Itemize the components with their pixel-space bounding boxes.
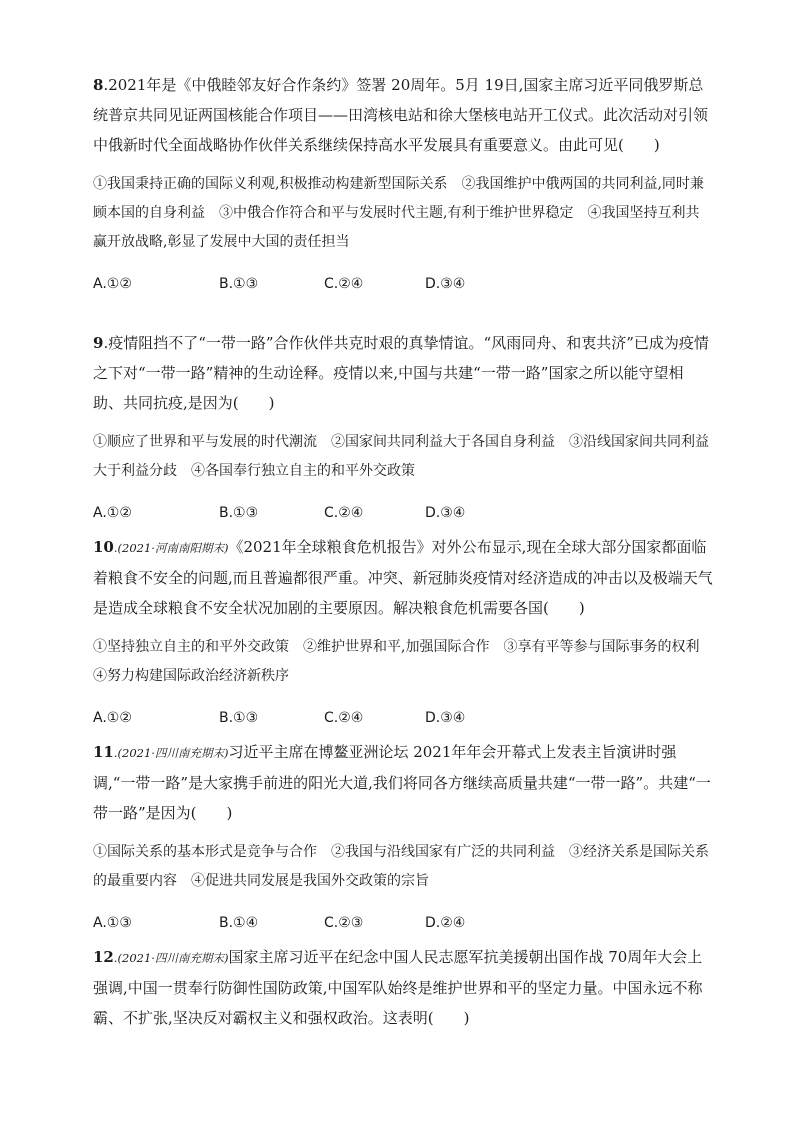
choice-a[interactable]: A.①③ [93,915,132,931]
question-10 [93,532,713,727]
question-9 [93,328,713,522]
choice-d[interactable]: D.③④ [425,276,466,292]
question-text: 国家主席习近平在纪念中国人民志愿军抗美援朝出国作战 70周年大会上强调,中国一贯奉行防御性国防政策,中国军队始终是维护世界和平的坚定力量。中国永远不称霸、不扩张,坚决反对霸权主义和强权政治。这表明( ) [93,948,703,1027]
choice-c[interactable]: C.②③ [324,915,364,931]
choice-c[interactable]: C.②④ [324,276,364,292]
choice-c[interactable]: C.②④ [324,710,364,726]
choice-a[interactable]: A.①② [93,710,132,726]
question-stem [93,737,713,828]
answer-choices [93,498,713,522]
question-text: 习近平主席在博鳌亚洲论坛 2021年年会开幕式上发表主旨演讲时强调,“一带一路”是大家携手前进的阳光大道,我们将同各方继续高质量共建“一带一路”。共建“一带一路”是因为( ) [93,743,711,822]
question-stem [93,942,713,1033]
question-11 [93,737,713,932]
question-12 [93,942,713,1033]
question-number: 12 [93,948,114,966]
choice-c[interactable]: C.②④ [324,505,364,521]
choice-b[interactable]: B.①③ [219,710,259,726]
choice-a[interactable]: A.①② [93,276,132,292]
question-number: 11 [93,743,114,761]
question-number: 10 [93,538,114,556]
question-text: 《2021年全球粮食危机报告》对外公布显示,现在全球大部分国家都面临着粮食不安全的问题,而且普遍都很严重。冲突、新冠肺炎疫情对经济造成的冲击以及极端天气是造成全球粮食不安全状况加剧的主要原因。解决粮食危机需要各国( ) [93,538,713,617]
answer-choices [93,703,713,727]
question-number: 8 [93,76,104,94]
answer-choices [93,269,713,293]
question-statements: ①坚持独立自主的和平外交政策 ②维护世界和平,加强国际合作 ③享有平等参与国际事务的权利 ④努力构建国际政治经济新秩序 [93,639,714,684]
question-source: .(2021·四川南充期末) [113,951,229,965]
question-number: 9 [93,334,104,352]
choice-d[interactable]: D.③④ [425,505,466,521]
choice-d[interactable]: D.③④ [425,710,466,726]
question-stem [93,328,713,418]
choice-a[interactable]: A.①② [93,505,132,521]
question-source: .(2021·河南南阳期末) [113,541,229,555]
answer-choices [93,908,713,932]
question-stem [93,70,713,160]
question-statements: ①国际关系的基本形式是竞争与合作 ②我国与沿线国家有广泛的共同利益 ③经济关系是国际关系的最重要内容 ④促进共同发展是我国外交政策的宗旨 [93,844,709,889]
question-text: .疫情阻挡不了“一带一路”合作伙伴共克时艰的真挚情谊。“风雨同舟、和衷共济”已成为疫情之下对“一带一路”精神的生动诠释。疫情以来,中国与共建“一带一路”国家之所以能守望相助、共同抗疫,是因为( ) [93,334,709,412]
choice-d[interactable]: D.②④ [425,915,466,931]
question-source: .(2021·四川南充期末) [113,746,229,760]
question-stem [93,532,713,623]
choice-b[interactable]: B.①③ [219,276,259,292]
question-statements: ①我国秉持正确的国际义利观,积极推动构建新型国际关系 ②我国维护中俄两国的共同利益,同时兼顾本国的自身利益 ③中俄合作符合和平与发展时代主题,有利于维护世界稳定 ④我国坚持互利共赢开放战略,彰显了发展中大国的责任担当 [93,176,704,250]
choice-b[interactable]: B.①④ [219,915,259,931]
question-statements: ①顺应了世界和平与发展的时代潮流 ②国家间共同利益大于各国自身利益 ③沿线国家间共同利益大于利益分歧 ④各国奉行独立自主的和平外交政策 [93,434,709,479]
question-text: .2021年是《中俄睦邻友好合作条约》签署 20周年。5月 19日,国家主席习近平同俄罗斯总统普京共同见证两国核能合作项目——田湾核电站和徐大堡核电站开工仪式。此次活动对引领中俄新时代全面战略协作伙伴关系继续保持高水平发展具有重要意义。由此可见( ) [93,76,709,154]
question-8 [93,70,713,293]
choice-b[interactable]: B.①③ [219,505,259,521]
